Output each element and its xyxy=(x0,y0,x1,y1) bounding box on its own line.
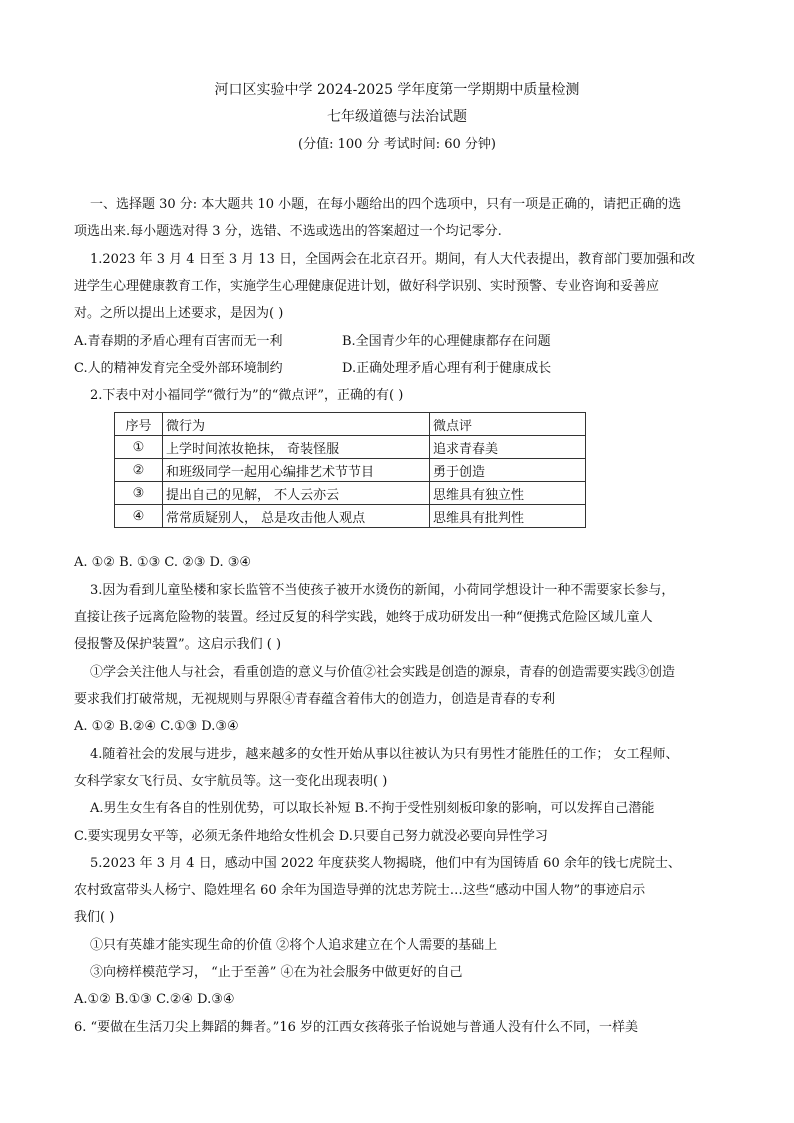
section-intro-line-1: 一、选择题 30 分: 本大题共 10 小题，在每小题给出的四个选项中，只有一项是正确的，请把正确的选 xyxy=(90,197,682,212)
q1-option-d: D.正确处理矛盾心理有利于健康成长 xyxy=(342,361,552,376)
q2-table xyxy=(114,412,586,528)
table-row xyxy=(115,436,586,459)
q5-statements-line-2: ③向榜样模范学习， “止于至善” ④在为社会服务中做更好的自己 xyxy=(90,965,463,980)
table-row xyxy=(115,459,586,482)
q3-stem-line-2: 直接让孩子远离危险物的装置。经过反复的科学实践，她终于成功研发出一种“便携式危险区域儿童人 xyxy=(74,610,653,625)
exam-meta: (分值: 100 分 考试时间: 60 分钟) xyxy=(298,137,496,152)
q3-stem-line-3: 侵报警及保护装置”。这启示我们 ( ) xyxy=(74,637,282,652)
q3-options: A. ①② B.②④ C.①③ D.③④ xyxy=(74,719,239,734)
q3-statements-line-2: 要求我们打破常规，无视规则与界限④青春蕴含着伟大的创造力，创造是青春的专利 xyxy=(74,692,556,707)
q1-option-b: B.全国青少年的心理健康都存在问题 xyxy=(342,334,551,349)
q5-stem-line-2: 农村致富带头人杨宁、隐姓埋名 60 余年为国造导弹的沈忠芳院士…这些“感动中国人物”的事迹启示 xyxy=(74,883,646,898)
table-cell-index: ① xyxy=(115,436,163,459)
q5-stem-line-1: 5.2023 年 3 月 4 日，感动中国 2022 年度获奖人物揭晓，他们中有为国铸盾 60 余年的钱七虎院士、 xyxy=(90,856,681,871)
q4-options-ab: A.男生女生有各自的性别优势，可以取长补短 B.不拘于受性别刻板印象的影响，可以发挥自己潜能 xyxy=(90,801,655,816)
q3-statements-line-1: ①学会关注他人与社会，看重创造的意义与价值②社会实践是创造的源泉，青春的创造需要实践③创造 xyxy=(90,665,676,680)
q3-stem-line-1: 3.因为看到儿童坠楼和家长监管不当使孩子被开水烫伤的新闻，小荷同学想设计一种不需要家长参与， xyxy=(90,583,675,598)
table-cell-index: ② xyxy=(115,459,163,482)
table-cell-behavior: 上学时间浓妆艳抹， 奇装怪服 xyxy=(163,436,430,459)
q1-option-a: A.青春期的矛盾心理有百害而无一利 xyxy=(74,334,283,349)
table-cell-comment: 思维具有批判性 xyxy=(430,505,586,528)
table-row xyxy=(115,482,586,505)
table-header-cell: 微点评 xyxy=(430,413,586,436)
q1-stem-line-2: 进学生心理健康教育工作，实施学生心理健康促进计划，做好科学识别、实时预警、专业咨询和妥善应 xyxy=(74,279,660,294)
table-row xyxy=(115,505,586,528)
table-cell-index: ③ xyxy=(115,482,163,505)
q5-options: A.①② B.①③ C.②④ D.③④ xyxy=(74,992,235,1007)
table-header-row xyxy=(115,413,586,436)
q2-stem: 2.下表中对小福同学“微行为”的“微点评”，正确的有( ) xyxy=(90,388,404,403)
section-intro-line-2: 项选出来.每小题选对得 3 分，选错、不选或选出的答案超过一个均记零分. xyxy=(74,224,502,239)
q4-stem-line-1: 4.随着社会的发展与进步，越来越多的女性开始从事以往被认为只有男性才能胜任的工作； 女工程师、 xyxy=(90,747,679,762)
q4-options-cd: C.要实现男女平等，必须无条件地给女性机会 D.只要自己努力就没必要向异性学习 xyxy=(74,829,548,844)
table-cell-comment: 追求青春美 xyxy=(430,436,586,459)
table-cell-comment: 勇于创造 xyxy=(430,459,586,482)
table-cell-behavior: 常常质疑别人， 总是攻击他人观点 xyxy=(163,505,430,528)
table-cell-behavior: 和班级同学一起用心编排艺术节节目 xyxy=(163,459,430,482)
q6-stem-line-1: 6. “要做在生活刀尖上舞蹈的舞者。”16 岁的江西女孩蒋张子怡说她与普通人没有什么不同，一样美 xyxy=(74,1020,639,1035)
exam-subject: 七年级道德与法治试题 xyxy=(327,109,467,125)
q1-stem-line-3: 对。之所以提出上述要求，是因为( ) xyxy=(74,306,284,321)
table-cell-behavior: 提出自己的见解， 不人云亦云 xyxy=(163,482,430,505)
q4-stem-line-2: 女科学家女飞行员、女宇航员等。这一变化出现表明( ) xyxy=(74,774,388,789)
q5-stem-line-3: 我们( ) xyxy=(74,910,115,925)
table-cell-comment: 思维具有独立性 xyxy=(430,482,586,505)
q2-options: A. ①② B. ①③ C. ②③ D. ③④ xyxy=(74,555,252,570)
table-cell-index: ④ xyxy=(115,505,163,528)
exam-title: 河口区实验中学 2024-2025 学年度第一学期期中质量检测 xyxy=(214,82,580,98)
q5-statements-line-1: ①只有英雄才能实现生命的价值 ②将个人追求建立在个人需要的基础上 xyxy=(90,938,498,953)
table-header-cell: 序号 xyxy=(115,413,163,436)
table-header-cell: 微行为 xyxy=(163,413,430,436)
q1-option-c: C.人的精神发育完全受外部环境制约 xyxy=(74,361,283,376)
q1-stem-line-1: 1.2023 年 3 月 4 日至 3 月 13 日，全国两会在北京召开。期间，有人大代表提出，教育部门要加强和改 xyxy=(90,252,696,267)
